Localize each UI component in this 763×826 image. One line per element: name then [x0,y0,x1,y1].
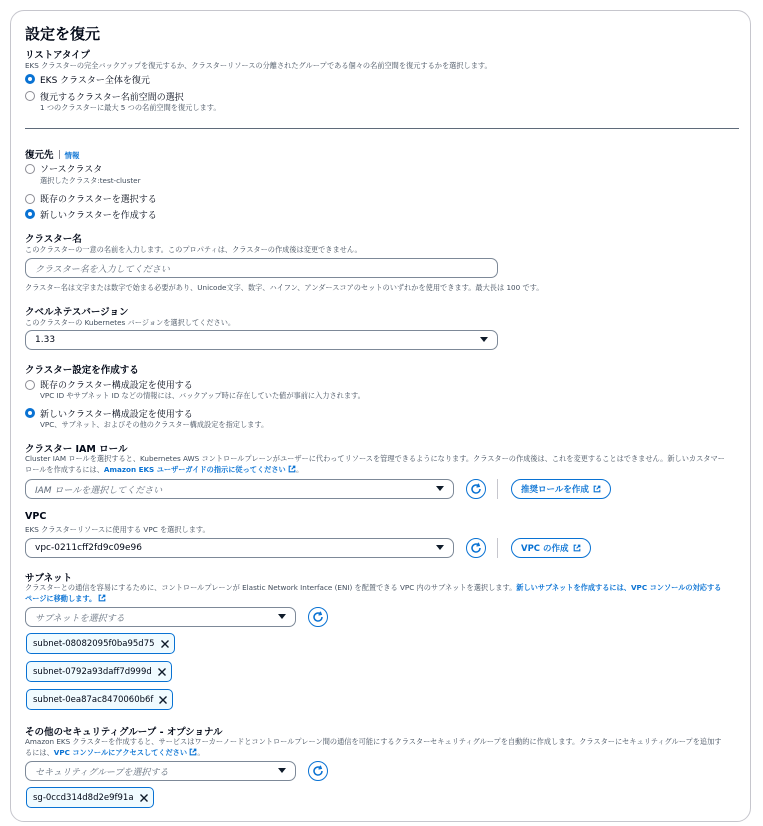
subnets-description-text: クラスターとの通信を容易にするために、コントロールプレーンが Elastic Network Interface (ENI) を配置できる VPC 内のサブネットを選択します。 [25,583,517,592]
divider [497,538,498,558]
info-link[interactable]: 情報 [64,151,80,160]
security-groups-description [25,737,725,758]
vpc-value: vpc-0211cff2fd9c09e96 [35,543,143,553]
subnet-token [26,689,173,710]
external-link-icon [98,594,106,602]
radio-new-config-label[interactable]: 新しいクラスター構成設定を使用する [40,410,193,420]
create-vpc-button[interactable] [511,538,591,558]
close-icon[interactable] [139,793,149,803]
iam-role-description [25,454,725,475]
section-divider [25,128,739,129]
security-groups-label: その他のセキュリティグループ - オプショナル [25,727,223,738]
radio-new-cluster-label[interactable]: 新しいクラスターを作成する [40,211,157,221]
cluster-name-placeholder: クラスター名を入力してください [35,264,170,275]
vpc-console-link[interactable]: VPC コンソールにアクセスしてください [53,747,188,757]
caret-down-icon [480,337,488,342]
caret-down-icon [278,614,286,619]
radio-new-config[interactable] [25,408,35,418]
destination-header [25,147,80,161]
vpc-select[interactable] [25,538,454,558]
radio-namespaces-sub: 1 つのクラスターに最大 5 つの名前空間を復元します。 [40,103,221,112]
subnet-token [26,633,175,654]
cluster-name-label: クラスター名 [25,234,82,245]
radio-source-cluster-sub: 選択したクラスタ:test-cluster [40,176,141,185]
vpc-label: VPC [25,511,47,522]
k8s-version-description: このクラスターの Kubernetes バージョンを選択してください。 [25,318,236,327]
subnets-label: サブネット [25,573,73,584]
subnets-console-link[interactable]: 新しいサブネットを作成するには、VPC コンソールの対応するページに移動します。 [25,583,722,603]
radio-namespaces-label[interactable]: 復元するクラスター名前空間の選択 [40,93,184,103]
subnet-token-label: subnet-08082095f0ba95d75 [33,638,155,649]
k8s-version-select[interactable] [25,330,498,350]
caret-down-icon [436,486,444,491]
close-icon[interactable] [160,639,170,649]
security-group-token-label: sg-0ccd314d8d2e9f91a [33,792,134,803]
external-link-icon [593,485,601,493]
vpc-refresh-button[interactable] [466,538,486,558]
subnet-token [26,661,172,682]
security-groups-refresh-button[interactable] [308,761,328,781]
cluster-config-label: クラスター設定を作成する [25,365,139,376]
close-icon[interactable] [157,667,167,677]
security-group-token [26,787,154,808]
radio-namespaces[interactable] [25,91,35,101]
cluster-name-input[interactable] [25,258,498,278]
vpc-description: EKS クラスターリソースに使用する VPC を選択します。 [25,525,210,534]
subnet-token-label: subnet-0ea87ac8470060b6f [33,694,154,705]
restore-settings-panel [10,10,751,822]
refresh-icon [312,765,324,777]
restore-type-label: リストアタイプ [25,50,90,61]
security-groups-suffix: 。 [197,747,205,757]
divider [497,479,498,499]
close-icon[interactable] [158,695,168,705]
create-role-button-label: 推奨ロールを作成 [521,485,589,495]
security-groups-select[interactable] [25,761,296,781]
iam-refresh-button[interactable] [466,479,486,499]
caret-down-icon [436,545,444,550]
security-groups-description-text: Amazon EKS クラスターを作成すると、サービスはワーカーノードとコントロールプレーン間の通信を可能にするクラスターセキュリティグループを自動的に作成します。クラスターにセキュリティグループを追加するには、 [25,737,722,757]
radio-existing-config[interactable] [25,380,35,390]
iam-role-description-text: Cluster IAM ロールを選択すると、Kubernetes AWS コントロールプレーンがユーザーに代わってリソースを管理できるようになります。クラスターの作成後は、これを変更することはできません。新しいカスタマーロールを作成するには、 [25,454,725,474]
create-role-button[interactable] [511,479,611,499]
refresh-icon [470,542,482,554]
divider [59,150,60,159]
iam-guide-link[interactable]: Amazon EKS ユーザーガイドの指示に従ってください [103,464,286,474]
radio-existing-cluster-label[interactable]: 既存のクラスターを選択する [40,195,157,205]
refresh-icon [312,611,324,623]
radio-existing-config-label[interactable]: 既存のクラスター構成設定を使用する [40,381,193,391]
page-title: 設定を復元 [25,25,101,43]
iam-role-select[interactable] [25,479,454,499]
restore-type-description: EKS クラスターの完全バックアップを復元するか、クラスターリソースの分離されたグループである個々の名前空間を復元するかを選択します。 [25,61,492,70]
caret-down-icon [278,768,286,773]
k8s-version-value: 1.33 [35,335,56,345]
subnet-token-label: subnet-0792a93daff7d999d [33,666,152,677]
radio-new-config-sub: VPC、サブネット、およびその他のクラスター構成設定を指定します。 [40,420,269,429]
cluster-name-hint: クラスター名は文字または数字で始まる必要があり、Unicode文字、数字、ハイフン、アンダースコアのセットのいずれかを使用できます。最大長は 100 です。 [25,283,544,292]
subnets-description [25,583,725,604]
iam-description-suffix: 。 [296,464,304,474]
radio-existing-config-sub: VPC ID やサブネット ID などの情報には、バックアップ時に存在していた値が事前に入力されます。 [40,391,365,400]
refresh-icon [470,483,482,495]
radio-source-cluster[interactable] [25,164,35,174]
cluster-name-description: このクラスターの一意の名前を入力します。このプロパティは、クラスターの作成後は変更できません。 [25,245,362,254]
iam-role-placeholder: IAM ロールを選択してください [35,485,163,496]
subnets-placeholder: サブネットを選択する [35,613,125,624]
radio-new-cluster[interactable] [25,209,35,219]
radio-source-cluster-label[interactable]: ソースクラスタ [40,165,103,175]
radio-full-cluster-label[interactable]: EKS クラスター全体を復元 [40,76,150,86]
radio-full-cluster[interactable] [25,74,35,84]
destination-label: 復元先 [25,150,54,161]
iam-role-label: クラスター IAM ロール [25,444,128,455]
k8s-version-label: クベルネテスバージョン [25,307,129,318]
subnets-select[interactable] [25,607,296,627]
radio-existing-cluster[interactable] [25,194,35,204]
subnets-refresh-button[interactable] [308,607,328,627]
external-link-icon [573,544,581,552]
external-link-icon [288,465,296,473]
create-vpc-button-label: VPC の作成 [521,544,569,554]
security-groups-placeholder: セキュリティグループを選択する [35,767,169,778]
